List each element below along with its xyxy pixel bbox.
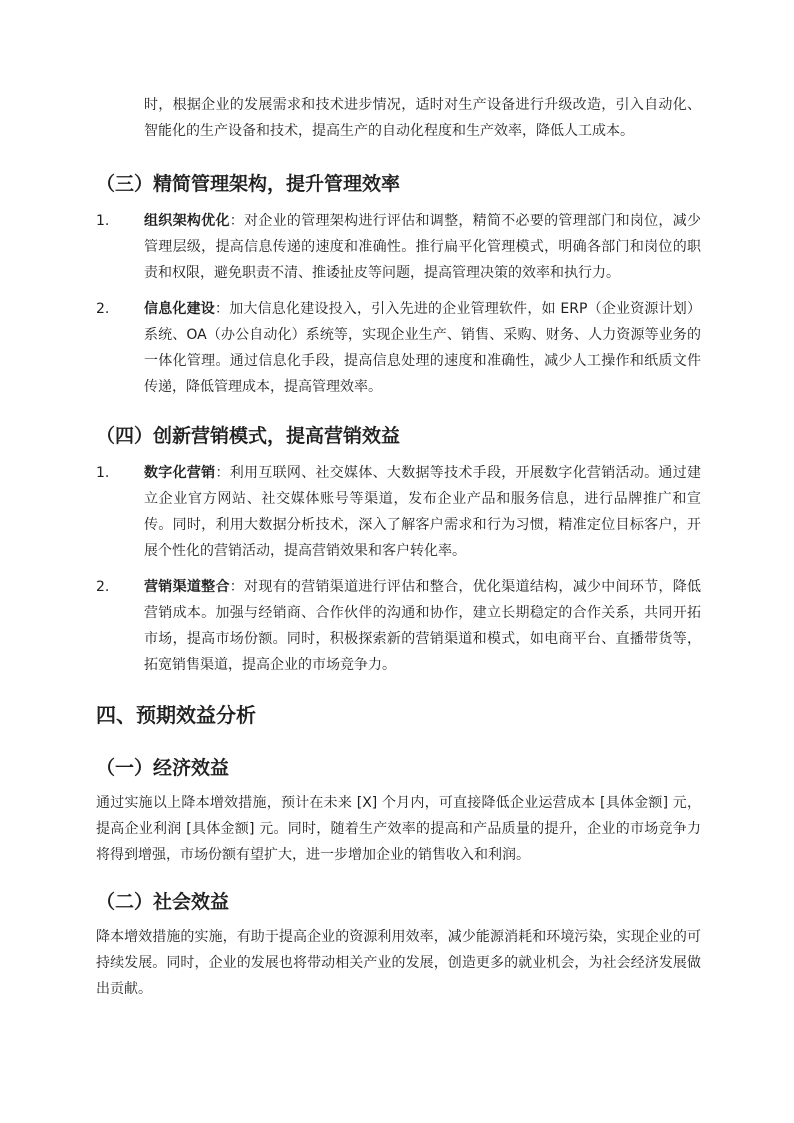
heading-innovate-marketing: （四）创新营销模式，提高营销效益 — [96, 425, 401, 447]
list-item-label: 信息化建设 — [144, 301, 215, 317]
list-item-label: 营销渠道整合 — [144, 579, 230, 595]
list-item-label: 数字化营销 — [144, 465, 216, 481]
list-item — [96, 574, 701, 678]
heading-economic-benefits: （一）经济效益 — [96, 757, 230, 779]
list-item — [96, 460, 701, 564]
heading-expected-benefits: 四、预期效益分析 — [96, 703, 256, 727]
list-item — [96, 296, 701, 400]
economic-benefits-paragraph: 通过实施以上降本增效措施，预计在未来 [X] 个月内，可直接降低企业运营成本 [具体金额] 元，提高企业利润 [具体金额] 元。同时，随着生产效率的提高和产品质量的提升，企业的市场竞争力将得到增强，市场份额有望扩大，进一步增加企业的销售收入和利润。 — [96, 795, 701, 863]
list-item-label: 组织架构优化 — [144, 213, 230, 229]
list-item-text: ：加大信息化建设投入，引入先进的企业管理软件，如 ERP（企业资源计划）系统、OA（办公自动化）系统等，实现企业生产、销售、采购、财务、人力资源等业务的一体化管理。通过信息化手段，提高信息处理的速度和准确性，减少人工操作和纸质文件传递，降低管理成本，提高管理效率。 — [144, 301, 702, 395]
list-number: 1. — [96, 465, 110, 481]
list-item-text: ：对现有的营销渠道进行评估和整合，优化渠道结构，减少中间环节，降低营销成本。加强与经销商、合作伙伴的沟通和协作，建立长期稳定的合作关系，共同开拓市场，提高市场份额。同时，积极探索新的营销渠道和模式，如电商平台、直播带货等，拓宽销售渠道，提高企业的市场竞争力。 — [144, 579, 702, 673]
list-item-text: ：利用互联网、社交媒体、大数据等技术手段，开展数字化营销活动。通过建立企业官方网站、社交媒体账号等渠道，发布企业产品和服务信息，进行品牌推广和宣传。同时，利用大数据分析技术，深入了解客户需求和行为习惯，精准定位目标客户，开展个性化的营销活动，提高营销效果和客户转化率。 — [144, 465, 702, 559]
heading-social-benefits: （二）社会效益 — [96, 891, 230, 913]
list-number: 1. — [96, 213, 110, 229]
list-number: 2. — [96, 579, 110, 595]
continued-paragraph: 时，根据企业的发展需求和技术进步情况，适时对生产设备进行升级改造，引入自动化、智能化的生产设备和技术，提高生产的自动化程度和生产效率，降低人工成本。 — [144, 97, 701, 139]
list-item-text: ：对企业的管理架构进行评估和调整，精简不必要的管理部门和岗位，减少管理层级，提高信息传递的速度和准确性。推行扁平化管理模式，明确各部门和岗位的职责和权限，避免职责不清、推诿扯皮等问题，提高管理决策的效率和执行力。 — [144, 213, 702, 281]
heading-streamline-management: （三）精简管理架构，提升管理效率 — [96, 173, 401, 195]
social-benefits-paragraph: 降本增效措施的实施，有助于提高企业的资源利用效率，减少能源消耗和环境污染，实现企业的可持续发展。同时，企业的发展也将带动相关产业的发展，创造更多的就业机会，为社会经济发展做出贡献。 — [96, 929, 701, 997]
document-page — [96, 92, 701, 1002]
list-item — [96, 208, 701, 286]
list-number: 2. — [96, 301, 110, 317]
